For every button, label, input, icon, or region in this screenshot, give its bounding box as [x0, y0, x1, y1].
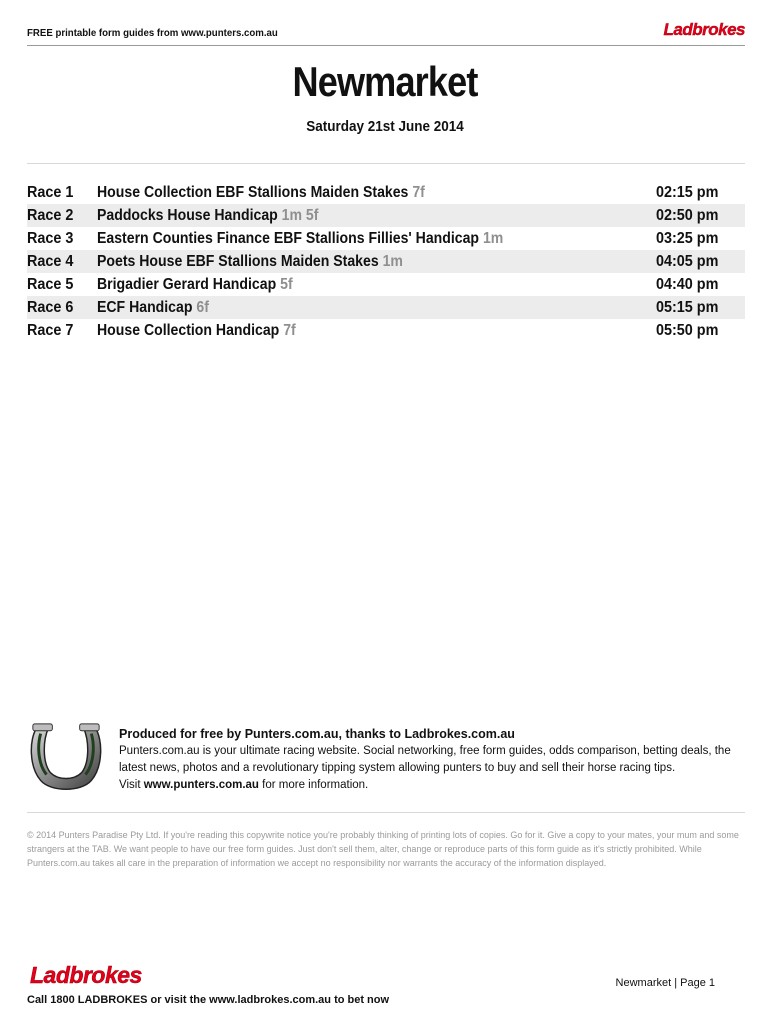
race-time: 05:50 pm — [655, 322, 718, 339]
race-time: 02:15 pm — [655, 184, 718, 201]
race-name: ECF Handicap — [97, 299, 193, 316]
race-number: Race 6 — [27, 299, 74, 316]
divider — [27, 163, 745, 164]
race-row-2 — [27, 204, 745, 227]
race-row-7 — [27, 319, 745, 342]
race-time: 05:15 pm — [655, 299, 718, 316]
race-distance: 7f — [283, 322, 296, 339]
race-time: 02:50 pm — [655, 207, 718, 224]
ladbrokes-logo: Ladbrokes — [663, 20, 745, 39]
race-row-4 — [27, 250, 745, 273]
race-name: Eastern Counties Finance EBF Stallions Fillies' Handicap — [97, 230, 480, 247]
ladbrokes-footer-logo: Ladbrokes — [30, 962, 142, 988]
race-row-3 — [27, 227, 745, 250]
race-number: Race 1 — [27, 184, 74, 201]
divider — [27, 812, 745, 813]
race-distance: 1m — [482, 230, 504, 247]
race-row-1 — [27, 181, 745, 204]
punters-link[interactable]: www.punters.com.au — [143, 779, 259, 791]
race-distance: 1m — [382, 253, 403, 270]
race-name: House Collection Handicap — [97, 322, 280, 339]
race-number: Race 4 — [27, 253, 74, 270]
race-name: House Collection EBF Stallions Maiden Stakes — [97, 184, 409, 201]
race-distance: 6f — [196, 299, 209, 316]
promo-block — [27, 720, 745, 810]
race-row-6 — [27, 296, 745, 319]
race-name: Paddocks House Handicap — [97, 207, 278, 224]
race-distance: 5f — [280, 276, 293, 293]
race-name: Poets House EBF Stallions Maiden Stakes — [97, 253, 379, 270]
race-number: Race 2 — [27, 207, 74, 224]
horseshoe-icon — [27, 720, 105, 798]
page-label: Newmarket | Page 1 — [615, 977, 715, 989]
race-time: 03:25 pm — [655, 230, 718, 247]
meeting-title: Newmarket — [292, 58, 478, 105]
race-list — [27, 181, 745, 342]
race-number: Race 7 — [27, 322, 74, 339]
promo-body: Punters.com.au is your ultimate racing website. Social networking, free form guides, odds comparison, betting deals, the latest news, photos and a revolutionary tipping system allowing punters to buy and sell their horse racing tips. — [119, 745, 731, 774]
race-number: Race 5 — [27, 276, 74, 293]
free-guides-text: FREE printable form guides from www.punters.com.au — [27, 27, 278, 39]
race-distance: 7f — [412, 184, 425, 201]
meeting-date: Saturday 21st June 2014 — [306, 118, 464, 135]
promo-title: Produced for free by Punters.com.au, thanks to Ladbrokes.com.au — [119, 727, 515, 741]
race-time: 04:05 pm — [655, 253, 718, 270]
race-time: 04:40 pm — [655, 276, 718, 293]
promo-visit: Visit www.punters.com.au for more information. — [119, 779, 369, 791]
race-number: Race 3 — [27, 230, 74, 247]
race-distance: 1m 5f — [281, 207, 319, 224]
copyright-notice: © 2014 Punters Paradise Pty Ltd. If you're reading this copywrite notice you're probably thinking of printing lots of copies. Go for it. Give a copy to your mates, your mum and some strangers at the TAB. We want people to have our free form guides. Just don't sell them, alter, change or reproduce parts of this form guide as it's strictly prohibited. While Punters.com.au takes all care in the preparation of information we accept no responsibility nor warrants the accuracy of the information displayed. — [27, 830, 739, 868]
race-name: Brigadier Gerard Handicap — [97, 276, 277, 293]
call-to-action: Call 1800 LADBROKES or visit the www.ladbrokes.com.au to bet now — [27, 994, 390, 1006]
page-header — [27, 20, 745, 46]
race-row-5 — [27, 273, 745, 296]
